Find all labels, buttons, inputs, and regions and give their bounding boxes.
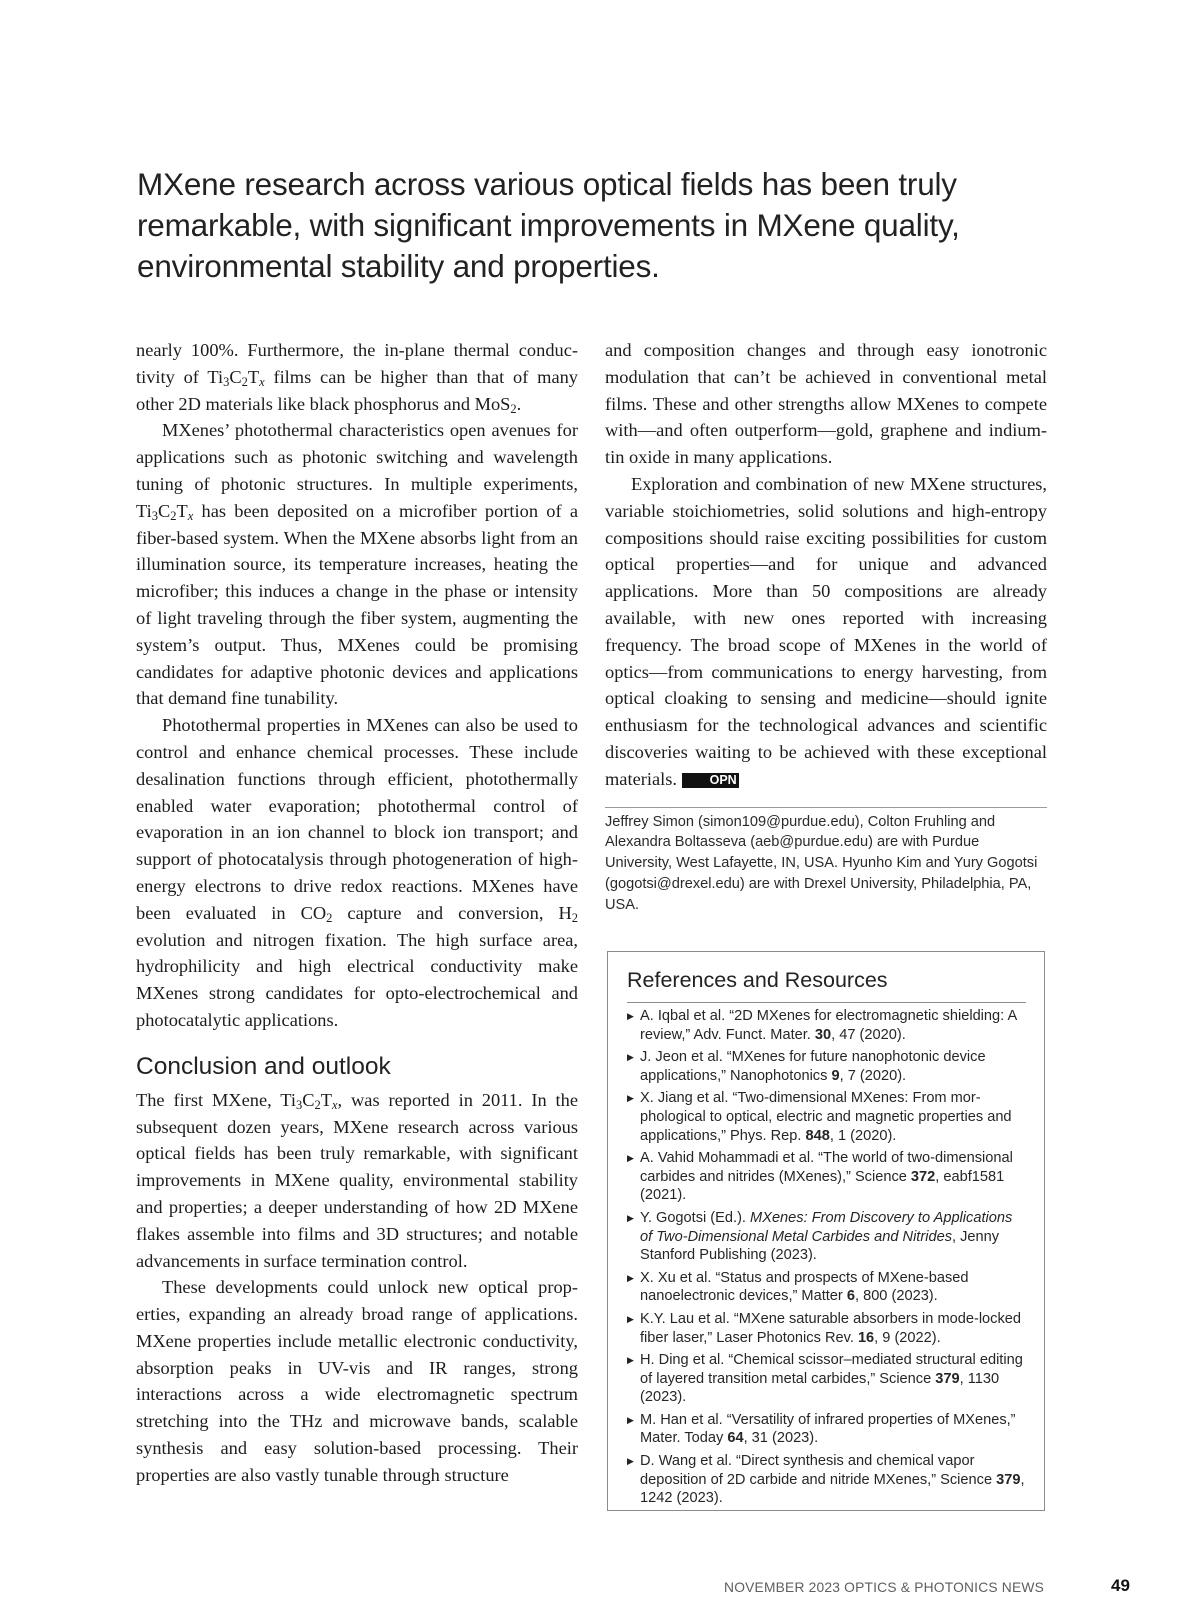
bullet-triangle-icon: ▶ (627, 1272, 634, 1283)
reference-item: ▶ A. Vahid Mohammadi et al. “The world of two-dimensional carbides and nitrides (MXenes),” Science 372, eabf1581 (2021). (627, 1150, 1013, 1204)
bullet-triangle-icon: ▶ (627, 1355, 634, 1366)
divider (605, 807, 1047, 808)
opn-end-mark: OPN (682, 773, 739, 788)
reference-item: ▶ X. Jiang et al. “Two-dimensional MXenes: From morphological to optical, electric and magnetic properties and applications,” Phys. Rep. 848, 1 (2020). (627, 1090, 1012, 1144)
paragraph: Exploration and combination of new MXene structures, variable stoichiometries, solid solutions and high-entropy compositions should raise exciting possibilities for custom optical properties—and for unique and advanced applications. More than 50 compositions are already available, with new ones reported with increasing frequency. The broad scope of MXenes in the world of optics—from communications to energy harvesting, from optical cloaking to sensing and medicine—should ignite enthusiasm for the technological advances and scientific discoveries waiting to be achieved with these exceptional materials. OPN (605, 473, 1047, 789)
reference-item: ▶ M. Han et al. “Versatility of infrared properties of MXenes,” Mater. Today 64, 31 (2023). (627, 1411, 1016, 1447)
paragraph: The first MXene, $Ti_3C_2T_x$, was reported in 2011. In the subsequent dozen years, MXene research across various optical fields has been truly remarkable, with significant improvements in MXene quality, environmental stability and properties; a deeper understanding of how 2D MXene flakes assemble into films and 3D structures; and notable advancements in surface termination control. (136, 1089, 578, 1271)
paragraph: MXenes’ photothermal characteristics open avenues for applications such as photonic switching and wavelength tuning of photonic structures. In multiple experiments, $Ti_3C_2T_x$ has been deposited on a microfiber portion of a fiber-based system. When the MXene absorbs light from an illumination source, its temperature increases, heating the microfiber; this induces a change in the phase or intensity of light traveling through the fiber system, augmenting the system’s output. Thus, MXenes could be promising candidates for adaptive photonic devices and applications that demand fine tunability. (136, 420, 578, 709)
reference-item: ▶ J. Jeon et al. “MXenes for future nanophotonic device applications,” Nanophotonics 9, 7 (2020). (627, 1049, 986, 1084)
formula-h2: $H_2$ (558, 902, 578, 925)
bullet-triangle-icon: ▶ (627, 1052, 634, 1063)
right-column (605, 337, 1047, 916)
reference-book-title: MXenes: From Discovery to Applications of Two-Dimensional Metal Carbides and Nitrides (640, 1209, 1013, 1245)
reference-item: ▶ K.Y. Lau et al. “MXene saturable absorbers in mode-locked fiber laser,” Laser Photonics Rev. 16, 9 (2022). (627, 1310, 1022, 1346)
formula-ti3c2tx: $Ti_3C_2T_x$ (136, 500, 194, 523)
reference-item: ▶ X. Xu et al. “Status and prospects of MXene-based nanoelectronic devices,” Matter 6, 800 (2023). (627, 1269, 969, 1305)
reference-volume: 379 (996, 1471, 1021, 1488)
reference-volume: 6 (846, 1288, 855, 1305)
formula-mos2: MoS$_2$ (474, 393, 517, 416)
reference-item: ▶ Y. Gogotsi (Ed.). MXenes: From Discovery to Applications of Two-Dimensional Metal Carbides and Nitrides, Jenny Stanford Publishing (2023). (627, 1209, 1013, 1264)
bullet-triangle-icon: ▶ (627, 1414, 634, 1425)
bullet-triangle-icon: ▶ (627, 1212, 634, 1223)
bullet-triangle-icon: ▶ (627, 1456, 634, 1467)
reference-item: ▶ A. Iqbal et al. “2D MXenes for electromagnetic shielding: A review,” Adv. Funct. Mater. 30, 47 (2020). (627, 1008, 1017, 1043)
reference-item: ▶ D. Wang et al. “Direct synthesis and chemical vapor deposition of 2D carbide and nitride MXenes,” Science 379, 1242 (2023). (627, 1453, 1025, 1507)
reference-volume: 64 (727, 1430, 744, 1447)
divider (627, 1002, 1026, 1003)
formula-ti3c2tx: $Ti_3C_2T_x$ (280, 1089, 338, 1112)
bullet-triangle-icon: ▶ (627, 1313, 634, 1324)
paragraph: nearly 100%. Furthermore, the in-plane thermal conductivity of $Ti_3C_2T_x$ films can be higher than that of many other 2D materials like black phosphorus and MoS$_2$. (136, 340, 578, 416)
reference-volume: 848 (805, 1127, 830, 1144)
reference-volume: 379 (935, 1370, 960, 1387)
references-title: References and Resources (627, 968, 888, 992)
left-column (136, 337, 578, 1489)
author-note: Jeffrey Simon (simon109@purdue.edu), Colton Fruhling and Alexandra Boltasseva (aeb@purdue.edu) are with Purdue University, West Lafayette, IN, USA. Hyunho Kim and Yury Gogotsi (gogotsi@drexel.edu) are with Drexel University, Philadelphia, PA, USA. (605, 813, 1038, 913)
formula-co2: $CO_2$ (300, 902, 333, 925)
formula-ti3c2tx: $Ti_3C_2T_x$ (207, 366, 265, 389)
pull-quote: MXene research across various optical fields has been truly remarkable, with significant improvements in MXene quality, environmental stability and properties. (137, 166, 960, 284)
section-heading: Conclusion and outlook (136, 1052, 391, 1080)
bullet-triangle-icon: ▶ (627, 1093, 634, 1104)
bullet-triangle-icon: ▶ (627, 1153, 634, 1164)
page-number: 49 (1111, 1576, 1130, 1595)
reference-volume: 372 (910, 1168, 936, 1185)
references-box (607, 951, 1045, 1511)
paragraph: Photothermal properties in MXenes can also be used to control and enhance chemical processes. These include desalination functions through efficient, photothermally enabled water evaporation; photothermal control of evaporation in an ion channel to block ion transport; and support of photocatalysis through photogeneration of high-energy electrons to drive redox reactions. MXenes have been evaluated in $CO_2$ capture and conversion, $H_2$ evolution and nitrogen fixation. The high surface area, hydrophilicity and high electrical conductivity make MXenes strong candidates for opto-electrochemical and photocatalytic applications. (136, 715, 578, 1030)
reference-volume: 30 (814, 1026, 832, 1043)
paragraph: These developments could unlock new optical properties, expanding an already broad range of applications. MXene properties include metallic electronic conductivity, absorption peaks in UV-vis and IR ranges, strong interactions across a wide electromagnetic spectrum stretching into the THz and microwave bands, scalable synthesis and easy solution-based processing. Their properties are also vastly tunable through structure (136, 1277, 578, 1485)
references-list (627, 1007, 1026, 1508)
reference-item: ▶ H. Ding et al. “Chemical scissor–mediated structural editing of layered transition metal carbides,” Science 379, 1130 (2023). (627, 1352, 1023, 1406)
reference-volume: 16 (857, 1329, 875, 1346)
reference-volume: 9 (831, 1067, 840, 1084)
paragraph: and composition changes and through easy ionotronic modulation that can’t be achieved in conventional metal films. These and other strengths allow MXenes to compete with—and often outperform—gold, graphene and indium-tin oxide in many applications. (605, 340, 1047, 468)
bullet-triangle-icon: ▶ (627, 1011, 634, 1021)
footer-issue: NOVEMBER 2023 OPTICS & PHOTONICS NEWS (724, 1580, 1044, 1595)
